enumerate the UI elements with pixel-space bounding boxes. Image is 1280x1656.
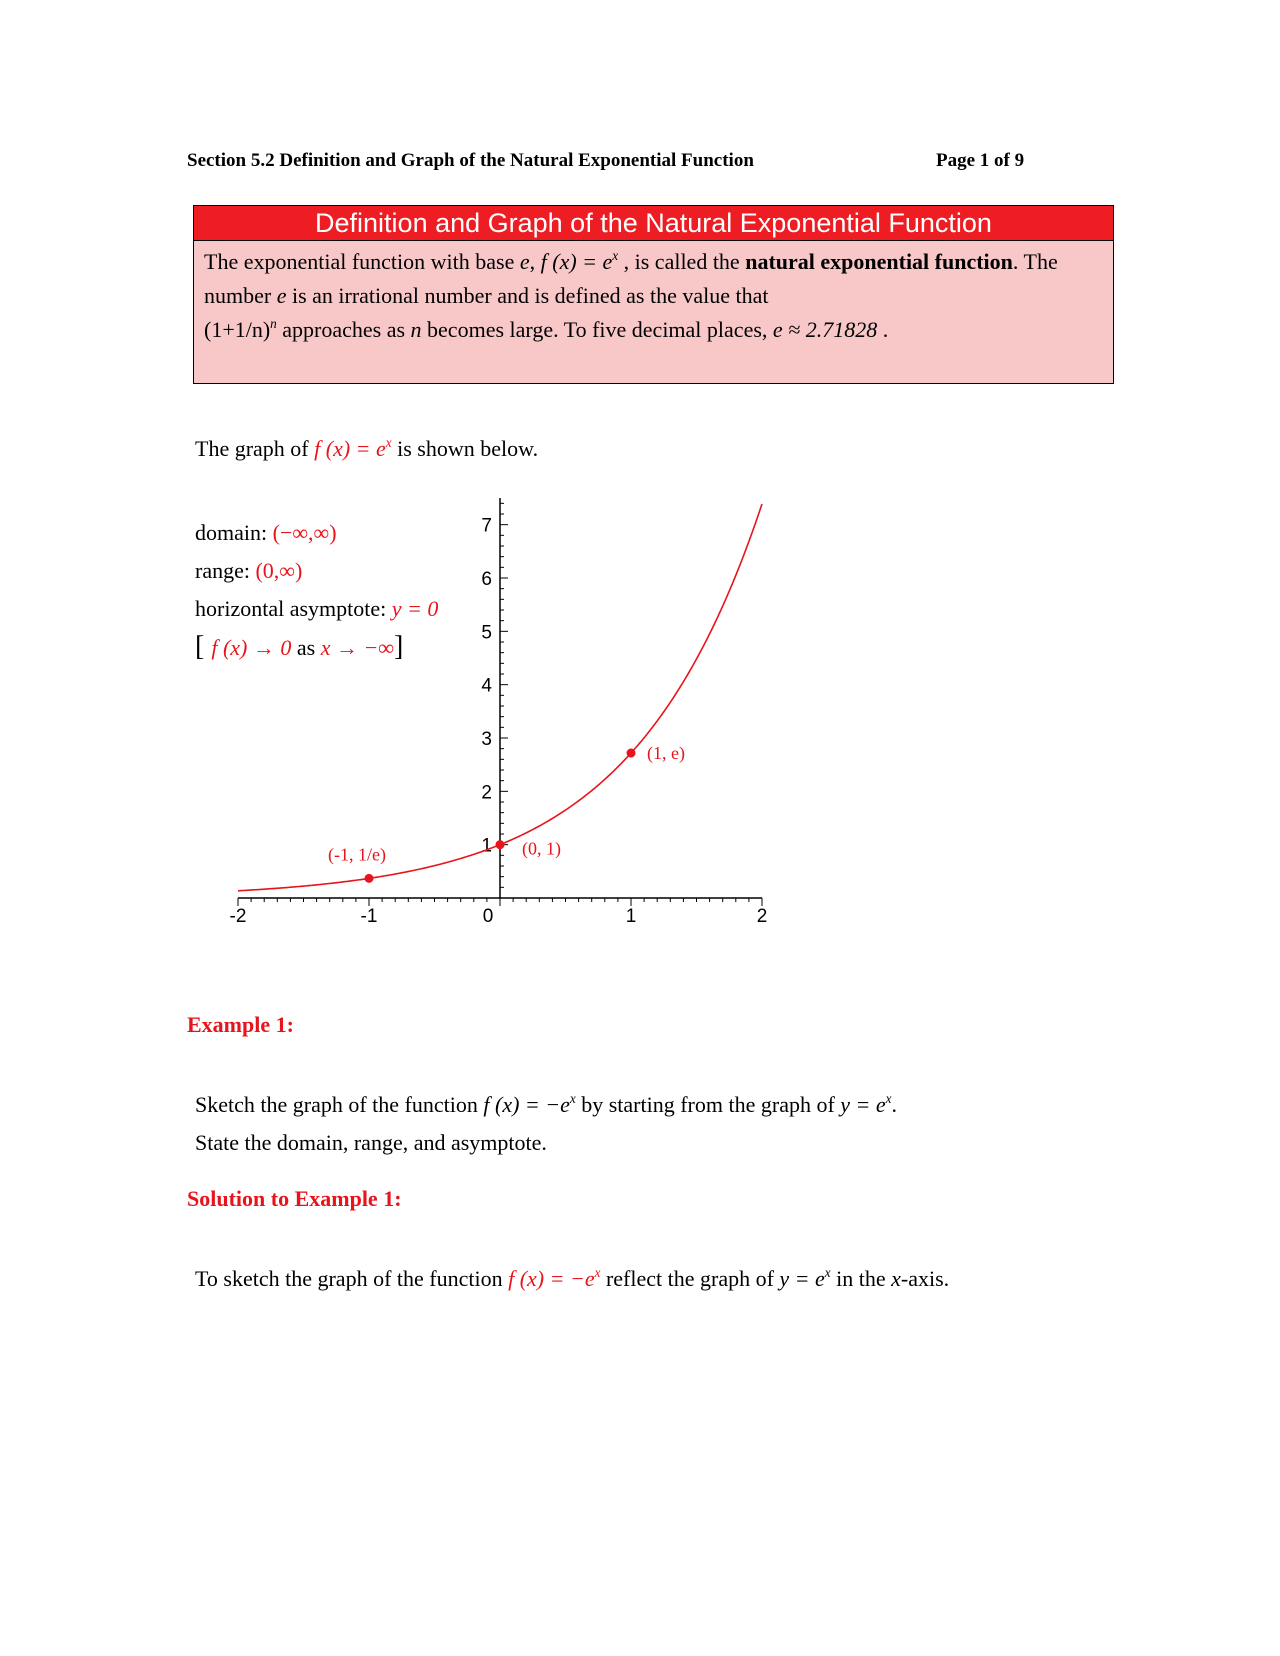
range-label: range: — [195, 558, 256, 583]
limit-line — [195, 628, 438, 667]
def-text-segment: . — [877, 317, 889, 342]
def-text-segment: , is called the — [618, 249, 746, 274]
bracket-close: ] — [393, 631, 404, 662]
text-segment: To sketch the graph of the function — [195, 1266, 509, 1291]
range-value: (0,∞) — [255, 558, 303, 583]
text-segment: in the — [830, 1266, 892, 1291]
solution-heading: Solution to Example 1: — [187, 1186, 402, 1211]
example-text — [195, 1086, 897, 1162]
point-label: (1, e) — [647, 743, 685, 764]
x-variable: x — [891, 1266, 901, 1291]
definition-banner: Definition and Graph of the Natural Exponential Function — [194, 206, 1113, 241]
e-symbol: e — [519, 249, 530, 274]
graph-intro — [195, 436, 538, 462]
definition-box — [193, 205, 1114, 384]
base-function: y = e — [840, 1092, 886, 1117]
y-tick-label: 7 — [481, 515, 492, 537]
y-tick-label: 4 — [481, 675, 492, 697]
y-tick-label: 5 — [481, 622, 492, 644]
x-tick-label: -1 — [360, 906, 378, 927]
def-text-segment: , — [529, 249, 541, 274]
y-tick-label: 2 — [481, 782, 492, 804]
y-tick-labels — [481, 516, 492, 857]
point-label: (0, 1) — [522, 838, 561, 859]
key-points — [328, 743, 685, 883]
def-text-segment: becomes large. To five decimal places, — [421, 317, 773, 342]
bracket-open: [ — [195, 631, 212, 662]
e-approximation: e ≈ 2.71828 — [772, 317, 878, 342]
asymptote-label: horizontal asymptote: — [195, 596, 392, 621]
limit-expression: (1+1/n) — [204, 317, 271, 342]
limit-expression: f (x) → 0 — [211, 635, 292, 660]
x-tick-label: 1 — [625, 906, 637, 927]
y-tick-label: 6 — [481, 569, 492, 590]
text-segment: by starting from the graph of — [575, 1092, 841, 1117]
example-line-1 — [195, 1086, 897, 1124]
x-tick-label: 2 — [756, 906, 768, 927]
function-formula: f (x) = e — [540, 249, 613, 274]
data-point — [627, 749, 636, 758]
e-symbol: e — [276, 283, 287, 308]
def-text-segment: . The number — [204, 249, 1058, 308]
def-text-segment: approaches as — [276, 317, 411, 342]
def-text-segment: The exponential function with base — [204, 249, 520, 274]
def-text-segment: is an irrational number and is defined as the value that — [286, 283, 769, 308]
text-segment: reflect the graph of — [600, 1266, 780, 1291]
asymptote-value: y = 0 — [391, 596, 439, 621]
x-tick-labels — [230, 906, 768, 927]
limit-direction: x → −∞ — [320, 635, 394, 660]
exponent: x — [885, 1090, 892, 1106]
page-number: Page 1 of 9 — [936, 150, 1025, 171]
example-line-2: State the domain, range, and asymptote. — [195, 1130, 547, 1155]
section-title: Section 5.2 Definition and Graph of the Natural Exponential Function — [187, 150, 754, 171]
definition-text — [194, 241, 1113, 347]
range-line — [195, 552, 438, 590]
function-formula: f (x) = −e — [508, 1266, 595, 1291]
domain-value: (−∞,∞) — [272, 520, 337, 545]
text-segment: -axis. — [900, 1266, 950, 1291]
exponent: x — [569, 1090, 576, 1106]
data-point — [496, 840, 505, 849]
text-segment: . — [891, 1092, 898, 1117]
term-bold: natural exponential function — [745, 249, 1013, 274]
x-tick-label: 0 — [482, 906, 494, 927]
asymptote-line — [195, 590, 438, 628]
solution-text — [195, 1266, 949, 1292]
exponent: x — [594, 1264, 601, 1280]
function-formula: f (x) = −e — [483, 1092, 570, 1117]
example-heading: Example 1: — [187, 1012, 294, 1037]
data-point — [365, 874, 374, 883]
limit-as: as — [291, 635, 321, 660]
domain-label: domain: — [195, 520, 273, 545]
exponent: x — [824, 1264, 831, 1280]
text-segment: The graph of — [195, 436, 315, 461]
base-function: y = e — [779, 1266, 825, 1291]
text-segment: Sketch the graph of the function — [195, 1092, 484, 1117]
n-symbol: n — [410, 317, 422, 342]
exponent: x — [612, 247, 619, 263]
function-formula: f (x) = e — [314, 436, 386, 461]
point-label: (-1, 1/e) — [328, 844, 386, 865]
graph-properties — [195, 514, 438, 667]
exponent: x — [385, 434, 392, 450]
text-segment: is shown below. — [391, 436, 539, 461]
domain-line — [195, 514, 438, 552]
y-tick-label: 3 — [481, 729, 492, 750]
exponent: n — [270, 315, 277, 331]
y-tick-label: 1 — [481, 835, 492, 857]
x-tick-label: -2 — [229, 906, 247, 927]
